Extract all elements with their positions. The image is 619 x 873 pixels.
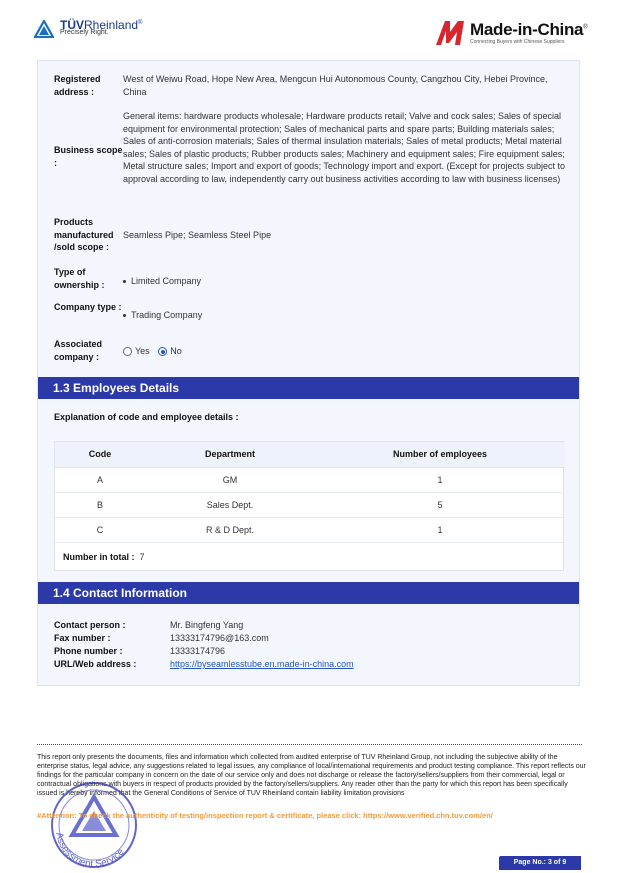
radio-yes[interactable]	[123, 347, 132, 356]
employees-caption: Explanation of code and employee details :	[54, 412, 239, 422]
employees-table-box	[54, 441, 564, 571]
table-header-row	[55, 442, 565, 467]
tuv-brand-rest: Rheinland	[84, 18, 139, 32]
footer-divider	[37, 744, 582, 745]
header-code: Code	[55, 442, 145, 467]
stamp-text: Assessment Service	[53, 831, 127, 869]
products-label: Products manufactured /sold scope :	[54, 217, 114, 252]
cell-count: 5	[315, 492, 565, 517]
company-type-label: Company type :	[54, 302, 122, 312]
cell-count: 1	[315, 517, 565, 542]
products-row	[54, 216, 568, 254]
tuv-brand-bold: TÜV	[60, 18, 84, 32]
header-number: Number of employees	[315, 442, 565, 467]
ownership-row	[54, 266, 568, 291]
report-panel	[37, 60, 580, 686]
mic-title: Made-in-China	[470, 20, 584, 39]
company-type-value: Trading Company	[131, 310, 203, 320]
tuv-triangle-icon	[34, 20, 54, 38]
registered-address-label: Registered address :	[54, 74, 101, 97]
employees-total	[63, 552, 145, 562]
report-header	[0, 0, 619, 58]
website-link[interactable]: https://byseamlesstube.en.made-in-china.com	[170, 659, 354, 669]
mic-registered-mark: ®	[583, 24, 588, 31]
radio-yes-label: Yes	[135, 346, 150, 356]
tuv-tagline: Precisely Right.	[60, 29, 109, 36]
cell-code: B	[55, 492, 145, 517]
bullet-icon	[123, 314, 126, 317]
employees-total-label: Number in total :	[63, 552, 135, 562]
associated-company-row	[54, 338, 568, 363]
mic-tagline: Connecting Buyers with Chinese Suppliers	[470, 39, 565, 45]
contact-section-title: 1.4 Contact Information	[38, 582, 579, 604]
radio-no[interactable]	[158, 347, 167, 356]
cell-code: A	[55, 467, 145, 492]
cell-department: Sales Dept.	[145, 492, 315, 517]
business-scope-row	[54, 110, 568, 185]
employees-total-value: 7	[139, 552, 145, 562]
assessment-stamp	[44, 779, 144, 869]
tuv-registered-mark: ®	[138, 20, 143, 26]
cell-department: R & D Dept.	[145, 517, 315, 542]
header-department: Department	[145, 442, 315, 467]
phone-value: 13333174796	[170, 646, 226, 656]
tuv-rheinland-logo	[34, 18, 142, 38]
made-in-china-m-icon	[436, 18, 468, 46]
associated-company-label: Associated company :	[54, 339, 103, 362]
business-scope-label: Business scope :	[54, 145, 123, 168]
cell-count: 1	[315, 467, 565, 492]
table-row	[55, 517, 565, 542]
ownership-label: Type of ownership :	[54, 267, 105, 290]
phone-label: Phone number :	[54, 646, 123, 656]
ownership-value: Limited Company	[131, 276, 202, 286]
cell-department: GM	[145, 467, 315, 492]
registered-address-row	[54, 73, 568, 98]
radio-no-label: No	[170, 346, 182, 356]
contact-info	[54, 619, 354, 671]
cell-code: C	[55, 517, 145, 542]
products-value: Seamless Pipe; Seamless Steel Pipe	[123, 230, 272, 240]
table-row	[55, 467, 565, 492]
page-number: Page No.: 3 of 9	[499, 856, 581, 870]
employees-section-title: 1.3 Employees Details	[38, 377, 579, 399]
fax-label: Fax number :	[54, 633, 111, 643]
registered-address-value: West of Weiwu Road, Hope New Area, Mengcun Hui Autonomous County, Cangzhou City, Hebei Province, China	[123, 74, 548, 97]
contact-person-label: Contact person :	[54, 620, 126, 630]
table-row	[55, 492, 565, 517]
authenticity-notice: #Attention: To check the authenticity of testing/inspection report & certificate, please click: https://www.verified.chn.tuv.com/en/	[37, 811, 493, 820]
url-label: URL/Web address :	[54, 659, 137, 669]
contact-person-value: Mr. Bingfeng Yang	[170, 620, 244, 630]
employees-table	[55, 442, 565, 543]
fax-value: 13333174796@163.com	[170, 633, 269, 643]
disclaimer-text: This report only presents the documents, files and information which collected from audited enterprise of TUV Rheinland Group, not including the subjective ability of the enterprise status, legal advice, any suggestions related to legal issues, any compliance of local/international requirements and product testing compliance. This report reflects our findings for the particular company in concern on the date of our service only and does not discharge or release the factory/sellers/suppliers from their commercial, legal or contractual obligations with buyers in respect of products provided by the factory/sellers/suppliers. Any reader other than the party for which this report has been specifically issued is hereby informed that the General Conditions of Service of TUV Rheinland contain liability limitation provisions	[37, 754, 586, 797]
made-in-china-logo	[436, 18, 587, 46]
company-type-row	[54, 301, 568, 322]
business-scope-value: General items: hardware products wholesale; Hardware products retail; Valve and cock sales; Sales of special equipment for environmental protection; Sales of mechanical parts and spare parts; Building materials sales; Sales of anti-corrosion materials; Sales of thermal insulation materials; Sales of metal products; Metal material sales; Sales of plastic products; Rubber products sales; Machinery and equipment sales; Fire equipment sales; Metal structure sales; Import and export of goods; Technology import and export. (Except for projects subject to approval according to law, independently carry out business activities according to law with business licenses)	[123, 111, 566, 184]
bullet-icon	[123, 280, 126, 283]
